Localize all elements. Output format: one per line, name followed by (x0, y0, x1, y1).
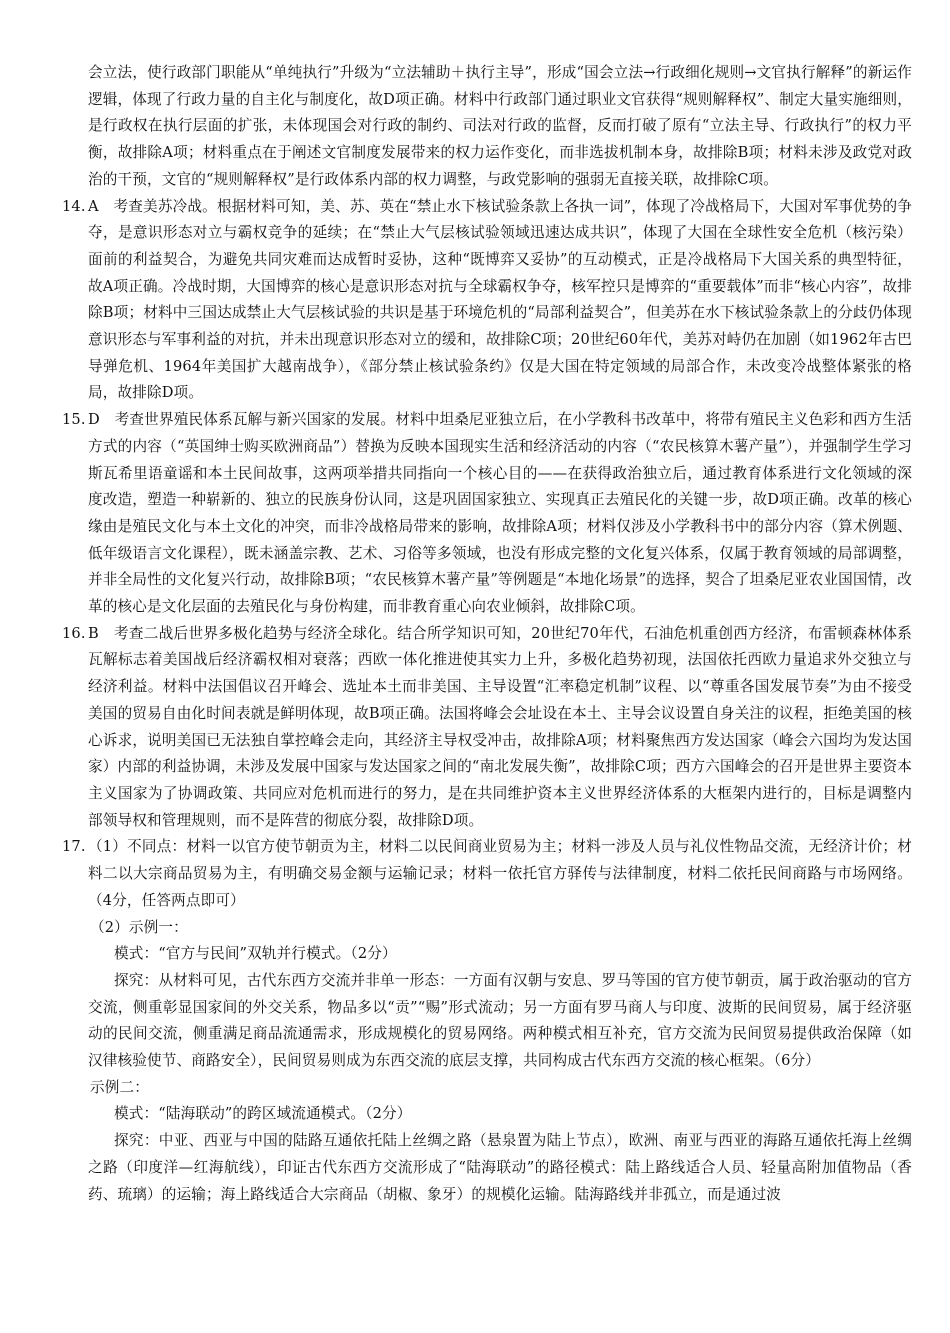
item-number: 15. (62, 411, 86, 429)
answer-item-17 (62, 834, 912, 914)
example2-heading: 示例二： (90, 1078, 149, 1096)
q17-part2-heading: （2）示例一： (90, 918, 188, 936)
item-number: 16. (62, 624, 86, 642)
answer-item-16 (62, 621, 912, 835)
item-text: D 考查世界殖民体系瓦解与新兴国家的发展。材料中坦桑尼亚独立后，在小学教科书改革中，将带有殖民主义色彩和西方生活方式的内容（“英国绅士购买欧洲商品”）替换为反映本国现实生活和经济活动的内容（“农民核算木薯产量”），并强制学生学习斯瓦希里语童谣和本土民间故事，这两项举措共同指向一个核心目的——在获得政治独立后，通过教育体系进行文化领域的深度改造，塑造一种崭新的、独立的民族身份认同，这是巩固国家独立、实现真正去殖民化的关键一步，故D项正确。改革的核心缘由是殖民文化与本土文化的冲突，而非冷战格局带来的影响，故排除A项；材料仅涉及小学教科书中的部分内容（算术例题、低年级语言文化课程），既未涵盖宗教、艺术、习俗等多领域，也没有形成完整的文化复兴体系，仅属于教育领域的局部调整，并非全局性的文化复兴行动，故排除B项；“农民核算木薯产量”等例题是“本地化场景”的选择，契合了坦桑尼亚农业国国情，改革的核心是文化层面的去殖民化与身份构建，而非教育重心向农业倾斜，故排除C项。 (88, 411, 912, 616)
item-text: A 考查美苏冷战。根据材料可知，美、苏、英在“禁止水下核试验条款上各执一词”，体现了冷战格局下，大国对军事优势的争夺，是意识形态对立与霸权竞争的延续；在“禁止大气层核试验领域迅速达成共识”，体现了大国在全球性安全危机（核污染）面前的利益契合，为避免共同灾难而达成暂时妥协，这种“既博弈又妥协”的互动模式，正是冷战格局下大国关系的典型特征，故A项正确。冷战时期，大国博弈的核心是意识形态对抗与全球霸权争夺，核军控只是博弈的“重要载体”而非“核心内容”，故排除B项；材料中三国达成禁止大气层核试验的共识是基于环境危机的“局部利益契合”，但美苏在水下核试验条款上的分歧仍体现意识形态与军事利益的对抗，并未出现意识形态对立的缓和，故排除C项；20世纪60年代，美苏对峙仍在加剧（如1962年古巴导弹危机、1964年美国扩大越南战争），《部分禁止核试验条约》仅是大国在特定领域的局部合作，未改变冷战整体紧张的格局，故排除D项。 (88, 197, 912, 402)
item-number: 14. (62, 197, 86, 215)
example1-explore: 探究：从材料可见，古代东西方交流并非单一形态：一方面有汉朝与安息、罗马等国的官方使节朝贡，属于政治驱动的官方交流，侧重彰显国家间的外交关系，物品多以“贡”“赐”形式流动；另一方面有罗马商人与印度、波斯的民间贸易，属于经济驱动的民间交流，侧重满足商品流通需求，形成规模化的贸易网络。两种模式相互补充，官方交流为民间贸易提供政治保障（如汉律核验使节、商路安全），民间贸易则成为东西交流的底层支撑，共同构成古代东西方交流的核心框架。（6分） (88, 971, 912, 1070)
example1-mode: 模式：“官方与民间”双轨并行模式。（2分） (114, 945, 397, 963)
item-text: B 考查二战后世界多极化趋势与经济全球化。结合所学知识可知，20世纪70年代，石油危机重创西方经济，布雷顿森林体系瓦解标志着美国战后经济霸权相对衰落；西欧一体化推进使其实力上升，多极化趋势初现，法国依托西欧力量追求外交独立与经济利益。材料中法国倡议召开峰会、选址本土而非美国、主导设置“汇率稳定机制”议程、以“尊重各国发展节奏”为由不接受美国的贸易自由化时间表就是鲜明体现，故B项正确。法国将峰会会址设在本土、主导会议设置自身关注的议程，拒绝美国的核心诉求，说明美国已无法独自掌控峰会走向，其经济主导权受冲击，故排除A项；材料聚焦西方发达国家（峰会六国均为发达国家）内部的利益协调，未涉及发展中国家与发达国家之间的“南北发展失衡”，故排除C项；西方六国峰会的召开是世界主要资本主义国家为了协调政策、共同应对危机而进行的努力，是在共同维护资本主义世界经济体系的大框架内进行的，目标是调整内部领导权和管理规则，而不是阵营的彻底分裂，故排除D项。 (88, 624, 912, 829)
answer-item-14 (62, 194, 912, 408)
q17-part1: （1）不同点：材料一以官方使节朝贡为主，材料二以民间商业贸易为主；材料一涉及人员与礼仪性物品交流，无经济计价；材料二以大宗商品贸易为主，有明确交易金额与运输记录；材料一依托官方驿传与法律制度，材料二依托民间商路与市场网络。（4分，任答两点即可） (88, 838, 912, 909)
example2-explore: 探究：中亚、西亚与中国的陆路互通依托陆上丝绸之路（悬泉置为陆上节点），欧洲、南亚与西亚的海路互通依托海上丝绸之路（印度洋—红海航线），印证古代东西方交流形成了“陆海联动”的路径模式：陆上路线适合人员、轻量高附加值物品（香药、琉璃）的运输；海上路线适合大宗商品（胡椒、象牙）的规模化运输。陆海路线并非孤立，而是通过波 (88, 1132, 912, 1203)
example2-mode: 模式：“陆海联动”的跨区域流通模式。（2分） (114, 1105, 412, 1123)
answer-item-15 (62, 407, 912, 621)
q13-continuation: 会立法，使行政部门职能从“单纯执行”升级为“立法辅助＋执行主导”，形成“国会立法→行政细化规则→文官执行解释”的新运作逻辑，体现了行政力量的自主化与制度化，故D项正确。材料中行政部门通过职业文官获得“规则解释权”、制定大量实施细则，是行政权在执行层面的扩张，未体现国会对行政的制约、司法对行政的监督，反而打破了原有“立法主导、行政执行”的权力平衡，故排除A项；材料重点在于阐述文官制度发展带来的权力运作变化，而非选拔机制本身，故排除B项；材料未涉及政党对政治的干预，文官的“规则解释权”是行政体系内部的权力调整，与政党影响的强弱无直接关联，故排除C项。 (88, 64, 912, 188)
item-number: 17. (62, 838, 86, 856)
